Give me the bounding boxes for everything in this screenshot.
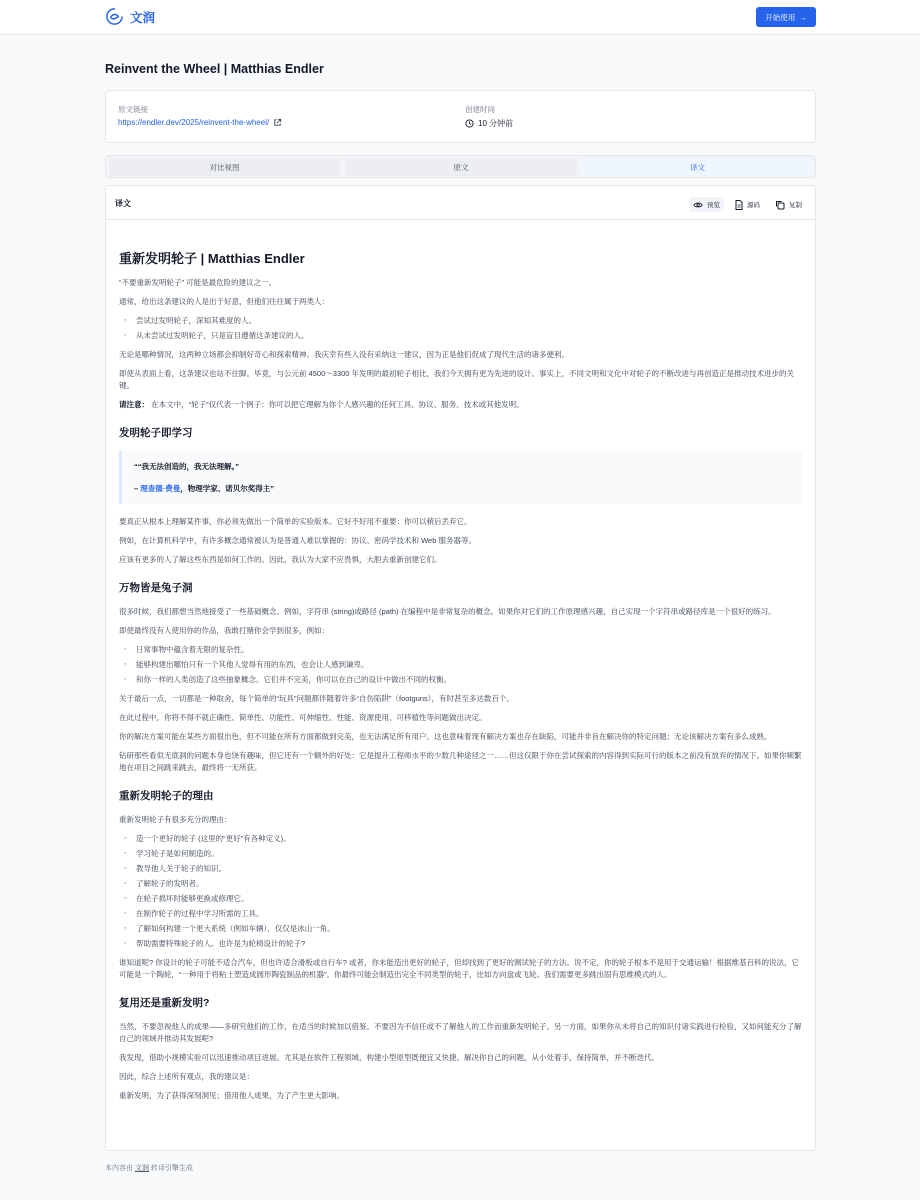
paragraph: “不要重新发明轮子” 可能是最危险的建议之一。 xyxy=(119,278,277,287)
article-body xyxy=(119,248,803,1109)
clock-icon xyxy=(465,119,474,128)
eye-icon xyxy=(693,201,703,209)
list-item: ◦ 和你一样的人类创造了这些抽象概念。它们并不完美，你可以在自己的设计中做出不同的权衡。 xyxy=(119,674,803,686)
footer-suffix: 转译引擎生成 xyxy=(148,1165,193,1172)
file-icon xyxy=(735,200,743,210)
panel-title: 译文 xyxy=(115,199,131,208)
quote-dash: – xyxy=(134,484,141,493)
tab-compare[interactable]: 对比视图 xyxy=(109,158,340,176)
brand[interactable] xyxy=(105,7,155,26)
list-item: ◦ 造一个更好的轮子 (这里的“更好”有各种定义)。 xyxy=(119,833,803,845)
source-link[interactable] xyxy=(118,118,282,127)
paragraph: 重新发明轮子有很多充分的理由： xyxy=(119,815,232,824)
created-time-label: 创建时间 xyxy=(465,105,495,114)
paragraph: 即使最终没有人使用你的作品，我敢打赌你会学到很多，例如： xyxy=(119,626,329,635)
bullet-list xyxy=(119,315,803,342)
tab-translation[interactable]: 译文 xyxy=(582,158,813,176)
start-button[interactable] xyxy=(756,7,816,27)
list-item: ◦ 帮助需要特殊轮子的人。也许是为轮椅设计的轮子? xyxy=(119,938,803,950)
list-item: ◦ 学习轮子是如何制造的。 xyxy=(119,848,803,860)
created-time xyxy=(465,118,513,129)
footer-link[interactable]: 文润 xyxy=(134,1165,149,1172)
page-title: Reinvent the Wheel | Matthias Endler xyxy=(105,62,324,76)
copy-button[interactable] xyxy=(771,197,806,212)
paragraph: 关于最后一点，一切都是一种取舍，每个简单的“玩具”问题都伴随着许多“自伤陷阱”（footguns），有时甚至多达数百个。 xyxy=(119,694,515,703)
article-title: 重新发明轮子 | Matthias Endler xyxy=(119,251,305,266)
source-code-button[interactable] xyxy=(731,197,764,212)
section-heading: 万物皆是兔子洞 xyxy=(119,582,193,594)
list-item: ◦ 日常事物中蕴含着无限的复杂性。 xyxy=(119,644,803,656)
start-button-label: 开始使用 xyxy=(765,12,796,22)
paragraph: 在此过程中，你将不得不就正确性、简单性、功能性、可伸缩性、性能、资源使用、可移植性等问题做出决定。 xyxy=(119,713,487,722)
paragraph: 通常，给出这条建议的人是出于好意，但他们往往属于两类人： xyxy=(119,297,329,306)
quote-content: “我无法创造的，我无法理解。” xyxy=(137,462,239,471)
paragraph: 当然，不要忽视他人的成果——多研究他们的工作，在适当的时候加以借鉴。不要因为不信任或不了解他人的工作而重新发明轮子。另一方面，如果你从未将自己的知识付诸实践进行检验，又如何能充分了解自己的领域并推动其发展呢? xyxy=(119,1022,802,1043)
paragraph: 钻研那些看似无底洞的问题本身也饶有趣味，但它还有一个额外的好处：它是提升工程师水平的少数几种途径之一……但这仅限于你在尝试探索的内容得到实际可行的版本之前没有放弃的情况下。如果你频繁地在项目之间跳来跳去，最终将一无所获。 xyxy=(119,751,802,772)
quote-author-link[interactable]: 理查德·费曼 xyxy=(140,484,181,493)
footer-prefix: 本内容由 xyxy=(105,1165,135,1172)
brand-name: 文润 xyxy=(130,10,156,25)
paragraph: 重新发明，为了获得深刻洞见；借用他人成果，为了产生更大影响。 xyxy=(119,1091,344,1100)
copy-icon xyxy=(775,200,785,210)
note-paragraph xyxy=(119,399,803,411)
note-text: 在本文中，“轮子”仅代表一个例子：你可以把它理解为你个人感兴趣的任何工具、协议、服务、技术或其他发明。 xyxy=(149,400,524,409)
section-heading: 发明轮子即学习 xyxy=(119,427,193,439)
preview-button[interactable] xyxy=(689,197,724,212)
quote-role: ，物理学家、诺贝尔奖得主” xyxy=(180,484,275,493)
footer xyxy=(105,1163,193,1173)
list-item: ◦ 从未尝试过发明轮子，只是盲目遵循这条建议的人。 xyxy=(119,330,803,342)
arrow-right-icon: → xyxy=(799,12,807,22)
list-item: ◦ 尝试过发明轮子，深知其难度的人。 xyxy=(119,315,803,327)
copy-label: 复制 xyxy=(789,202,802,209)
quote-text: ““我无法创造的，我无法理解。” xyxy=(134,462,239,471)
quote-attribution xyxy=(134,483,791,494)
bullet-list xyxy=(119,833,803,950)
paragraph: 因此，综合上述所有观点，我的建议是： xyxy=(119,1072,254,1081)
list-item: ◦ 了解如何构建一个更大系统（例如车辆），仅仅是冰山一角。 xyxy=(119,923,803,935)
panel-header xyxy=(106,186,815,220)
top-bar xyxy=(0,0,920,35)
preview-label: 预览 xyxy=(707,202,720,209)
paragraph: 即使从表面上看，这条建议也站不住脚。毕竟，与公元前 4500～3300 年发明的最初轮子相比，我们今天拥有更为先进的设计。事实上，不同文明和文化中对轮子的不断改进与再创造正是推动技术进步的关键。 xyxy=(119,369,795,390)
source-url[interactable]: https://endler.dev/2025/reinvent-the-wheel/ xyxy=(118,118,270,127)
list-item: ◦ 教导他人关于轮子的知识。 xyxy=(119,863,803,875)
list-item: ◦ 在轮子损坏时能够更换或修理它。 xyxy=(119,893,803,905)
list-item: ◦ 了解轮子的发明者。 xyxy=(119,878,803,890)
source-link-label: 原文链接 xyxy=(118,105,148,114)
external-link-icon[interactable] xyxy=(273,118,282,127)
paragraph: 你的解决方案可能在某些方面很出色，但不可能在所有方面都做到完美，也无法满足所有用户。这也意味着现有解决方案也存在缺陷，可能并非旨在解决你的特定问题；无论该解决方案有多么成熟。 xyxy=(119,732,772,741)
paragraph: 谁知道呢? 你设计的轮子可能不适合汽车，但也许适合滑板或自行车? 或者，你未能造出更好的轮子，但却找到了更好的测试轮子的方法。说不定，你的轮子根本不是用于交通运输！根据维基百科的说法，它可能是一个陶轮，“一种用于将粘土塑造成圆形陶瓷制品的机器”。你最终可能会制造出完全不同类型的轮子，比如方向盘或飞轮。我们需要更多跳出固有思维模式的人。 xyxy=(119,958,800,979)
view-tabs xyxy=(105,155,816,178)
list-item: ◦ 在制作轮子的过程中学习所需的工具。 xyxy=(119,908,803,920)
meta-card xyxy=(105,90,816,143)
bullet-list xyxy=(119,644,803,686)
paragraph: 例如，在计算机科学中，有许多概念通常被认为是普通人难以掌握的：协议、密码学技术和 Web 服务器等。 xyxy=(119,536,476,545)
logo-icon xyxy=(105,7,124,26)
paragraph: 无论是哪种情况，这两种立场都会抑制好奇心和探索精神。我庆幸有些人没有采纳这一建议，因为正是他们促成了现代生活的诸多便利。 xyxy=(119,350,569,359)
paragraph: 应该有更多的人了解这些东西是如何工作的。因此，我认为大家不应畏惧，大胆去重新创建它们。 xyxy=(119,555,442,564)
section-heading: 复用还是重新发明? xyxy=(119,997,210,1009)
paragraph: 要真正从根本上理解某件事，你必须先做出一个简单的实验版本。它好不好用不重要：你可以稍后丢弃它。 xyxy=(119,517,472,526)
blockquote xyxy=(119,451,803,504)
source-code-label: 源码 xyxy=(747,202,760,209)
paragraph: 我发现，借助小规模实验可以迅速推动项目进展。尤其是在软件工程领域，构建小型原型既便宜又快捷。解决你自己的问题，从小处着手，保持简单，并不断迭代。 xyxy=(119,1053,659,1062)
created-time-value: 10 分钟前 xyxy=(478,119,514,128)
tab-original[interactable]: 原文 xyxy=(345,158,577,176)
translation-panel xyxy=(105,185,816,1151)
list-item: ◦ 能够构建出哪怕只有一个其他人觉得有用的东西，也会让人感到谦卑。 xyxy=(119,659,803,671)
section-heading: 重新发明轮子的理由 xyxy=(119,790,214,802)
note-label: 请注意： xyxy=(119,400,149,409)
paragraph: 很多时候，我们都想当然地接受了一些基础概念。例如，字符串 (string)或路径 (path) 在编程中是非常复杂的概念。如果你对它们的工作原理感兴趣，自己实现一个字符串或路径库是一个很好的练习。 xyxy=(119,607,776,616)
